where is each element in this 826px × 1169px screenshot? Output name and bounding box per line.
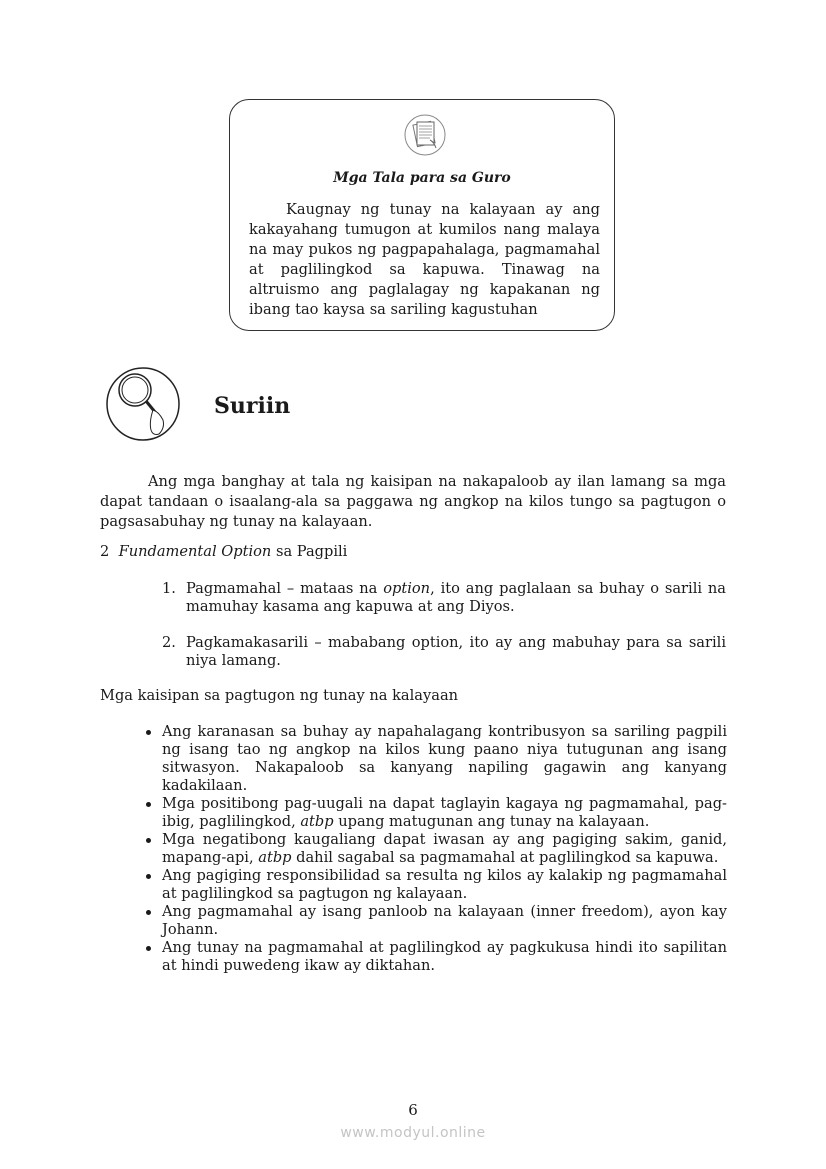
list-item: Ang pagiging responsibilidad sa resulta ng kilos ay kalakip ng pagmamahal at paglilingkod sa pagtugon ng kalayaan. — [146, 867, 727, 903]
bullet-icon — [146, 874, 151, 879]
list-item: Mga positibong pag-uugali na dapat taglayin kagaya ng pagmamahal, pag-ibig, paglilingkod, atbp upang matugunan ang tunay na kalayaan. — [146, 795, 727, 831]
notes-title: Mga Tala para sa Guro — [333, 170, 511, 186]
kaisipan-list — [146, 723, 727, 975]
fundamental-rest: sa Pagpili — [271, 543, 348, 560]
intro-paragraph: Ang mga banghay at tala ng kaisipan na nakapaloob ay ilan lamang sa mga dapat tandaan o isaalang-ala sa paggawa ng angkop na kilos tungo sa pagtugon o pagsasabuhay ng tunay na kalayaan. — [100, 473, 726, 530]
bullet-icon — [146, 910, 151, 915]
bullet-icon — [146, 730, 151, 735]
bullet-icon — [146, 802, 151, 807]
fundamental-italic: Fundamental Option — [118, 543, 272, 560]
magnifying-glass-icon — [105, 360, 183, 448]
fundamental-number: 2 — [100, 543, 110, 560]
website-watermark: www.modyul.online — [340, 1125, 486, 1141]
bullet-icon — [146, 838, 151, 843]
teacher-notes-box — [229, 99, 615, 331]
list-item: Mga negatibong kaugaliang dapat iwasan ay ang pagiging sakim, ganid, mapang-api, atbp dahil sagabal sa pagmamahal at paglilingkod sa kapuwa. — [146, 831, 727, 867]
list-item: Ang pagmamahal ay isang panloob na kalayaan (inner freedom), ayon kay Johann. — [146, 903, 727, 939]
list-item: 2. Pagkamakasarili – mababang option, ito ay ang mabuhay para sa sarili niya lamang. — [162, 634, 726, 669]
fundamental-option-heading — [100, 542, 726, 562]
kaisipan-heading: Mga kaisipan sa pagtugon ng tunay na kalayaan — [100, 687, 459, 704]
notes-hand-icon — [404, 114, 446, 156]
options-list — [162, 580, 726, 688]
list-item: 1. Pagmamahal – mataas na option, ito ang paglalaan sa buhay o sarili na mamuhay kasama ang kapuwa at ang Diyos. — [162, 580, 726, 615]
section-title: Suriin — [214, 393, 291, 419]
bullet-icon — [146, 946, 151, 951]
page-number: 6 — [408, 1101, 418, 1119]
list-item: Ang tunay na pagmamahal at paglilingkod ay pagkukusa hindi ito sapilitan at hindi puwedeng ikaw ay diktahan. — [146, 939, 727, 975]
notes-body: Kaugnay ng tunay na kalayaan ay ang kakayahang tumugon at kumilos nang malaya na may pukos ng pagpapahalaga, pagmamahal at paglilingkod sa kapuwa. Tinawag na altruismo ang paglalagay ng kapakanan ng ibang tao kaysa sa sariling kagustuhan — [249, 201, 600, 318]
list-item: Ang karanasan sa buhay ay napahalagang kontribusyon sa sariling pagpili ng isang tao ng angkop na kilos kung paano niya tutugunan ang isang sitwasyon. Nakapaloob sa kanyang napiling gagawin ang kanyang kadakilaan. — [146, 723, 727, 795]
